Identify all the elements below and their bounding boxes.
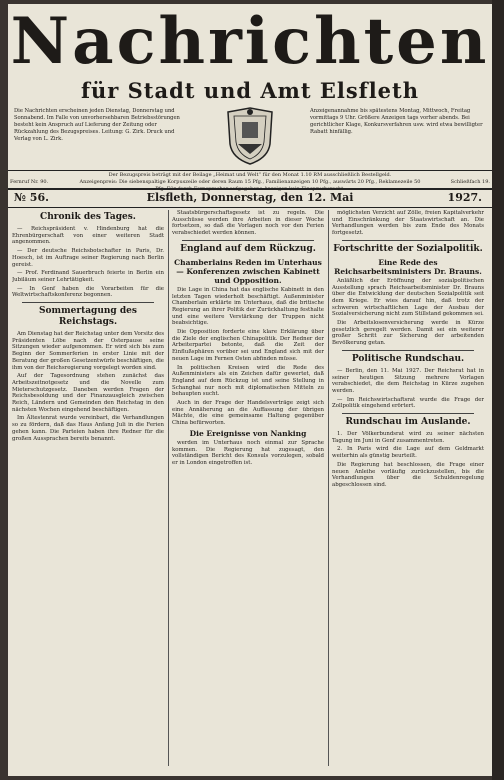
paragraph: Auf der Tagesordnung stehen zunächst das Arbeitszeitnotgesetz und die Novelle zum Mieterschutzgesetz. Daneben werden Fragen der Reichsbesoldung und der Finanzausgleich zwischen Reich, Ländern und Gemeinden den Reichstag in den nächsten Wochen eingehend beschäftigen. [12, 373, 164, 413]
paragraph: 1. Der Völkerbundsrat wird zu seiner nächsten Tagung im Juni in Genf zusammentreten. [332, 431, 484, 444]
issue-date: Elsfleth, Donnerstag, den 12. Mai [146, 191, 354, 204]
subheadline: Eine Rede des Reichsarbeitsministers Dr. Brauns. [334, 257, 482, 276]
page-edge [492, 0, 504, 780]
divider [22, 302, 154, 303]
divider [342, 350, 474, 351]
mailbox: Schließfach 19. [450, 179, 490, 185]
column-rule [328, 210, 329, 766]
info-right: Anzeigenannahme bis spätestens Montag, Mittwoch, Freitag vormittags 9 Uhr. Größere Anzeigen tags vorher abends. Bei gerichtlicher Klage, Konkursverfahren usw. wird etwa bewilligter Rabatt hinfällig. [310, 108, 483, 135]
paragraph: — In Genf haben die Vorarbeiten für die Weltwirtschaftskonferenz begonnen. [12, 285, 164, 299]
paragraph: — Im Reichswirtschaftsrat wurde die Frage der Zollpolitik eingehend erörtert. [332, 396, 484, 410]
paragraph: möglichsten Verzicht auf Zölle, freien Kapitalverkehr und Einschränkung der Staatswirtschaft an. Die Verhandlungen werden bis zum Ende des Monats fortgesetzt. [332, 210, 484, 237]
paragraph: Die Lage in China hat das englische Kabinett in den letzten Tagen wiederholt beschäftigt. Außenminister Chamberlain erklärte im Unterhaus, daß die britische Regierung an ihrer Politik der Zurückhaltung festhalte und eine weitere Verstärkung der Truppen nicht beabsichtige. [172, 286, 324, 327]
divider [342, 413, 474, 414]
paragraph: Die Opposition forderte eine klare Erklärung über die Ziele der englischen Chinapolitik. Der Redner der Arbeiterpartei betonte, daß die Zeit der Einflußsphären vorüber sei und England sich mit der neuen Lage im Fernen Osten abfinden müsse. [172, 329, 324, 362]
divider [8, 170, 492, 171]
headline: Sommertagung des Reichstags. [39, 306, 137, 328]
column-1 [12, 210, 164, 766]
info-left: Die Nachrichten erscheinen jeden Dienstag, Donnerstag und Sonnabend. Im Falle von unvorhersehbaren Betriebsstörungen besteht kein Anspruch auf Lieferung der Zeitung oder Rückzahlung des Bezugspreises. Leitung: G. Zirk. Druck und Verlag von L. Zirk. [14, 108, 180, 142]
issue-number: № 56. [14, 191, 49, 204]
divider [8, 207, 492, 208]
column-3 [332, 210, 484, 766]
newspaper-page [8, 4, 492, 776]
paragraph: Auch in der Frage der Handelsverträge zeigt sich eine Annäherung an die Auffassung der übrigen Mächte, die eine gemeinsame Haltung gegenüber China befürworten. [172, 400, 324, 427]
masthead-subtitle: für Stadt und Amt Elsfleth [80, 78, 420, 103]
paragraph: — Der deutsche Reichsbotschafter in Paris, Dr. Hoesch, ist im Auftrage seiner Regierung nach Berlin gereist. [12, 248, 164, 268]
headline: Chronik des Tages. [40, 212, 136, 222]
headline: England auf dem Rückzug. [180, 243, 316, 254]
divider [182, 240, 314, 241]
headline: Rundschau im Auslande. [345, 417, 471, 428]
subheadline: Die Ereignisse von Nanking [189, 428, 307, 438]
info-row [14, 108, 486, 166]
paragraph: Im Ältestenrat wurde vereinbart, die Verhandlungen so zu fördern, daß das Haus Anfang Juli in die Ferien gehen kann. Die Parteien haben ihre Redner für die großen Aussprachen bereits benannt. [12, 415, 164, 442]
paragraph: Anläßlich der Eröffnung der sozialpolitischen Ausstellung sprach Reichsarbeitsminister Dr. Brauns über die Entwicklung der deutschen Sozialpolitik seit dem Kriege. Er wies darauf hin, daß trotz der schweren wirtschaftlichen Lage der Ausbau der Sozialversicherung nicht zum Stillstand gekommen sei. [332, 277, 484, 318]
paragraph: Die Regierung hat beschlossen, die Frage einer neuen Anleihe vorläufig zurückzustellen, bis die Verhandlungen über die Schuldenregelung abgeschlossen sind. [332, 461, 484, 488]
coat-of-arms-icon [220, 104, 280, 166]
paragraph: — Reichspräsident v. Hindenburg hat die Ehrenbürgerschaft von einer weiteren Stadt angenommen. [12, 226, 164, 246]
divider [342, 240, 474, 241]
price-line: Der Bezugspreis beträgt mit der Beilage „Heimat und Welt“ für den Monat 1.10 RM ausschließlich Bestellgeld. [108, 172, 392, 178]
paragraph: — Prof. Ferdinand Sauerbruch feierte in Berlin ein Jubiläum seiner Lehrtätigkeit. [12, 270, 164, 283]
headline: Fortschritte der Sozialpolitik. [333, 243, 483, 254]
column-rule [168, 210, 169, 766]
paragraph: Die Arbeitslosenversicherung werde in Kürze gesetzlich geregelt werden. Damit sei ein weiterer großer Schritt zur Sicherung der arbeitenden Bevölkerung getan. [332, 320, 484, 347]
masthead-title: Nachrichten [10, 4, 490, 79]
headline: Politische Rundschau. [351, 353, 465, 364]
paragraph: 2. In Paris wird die Lage auf dem Geldmarkt weiterhin als günstig beurteilt. [332, 446, 484, 460]
column-2 [172, 210, 324, 766]
paragraph: werden im Unterhaus noch einmal zur Sprache kommen. Die Regierung hat zugesagt, den vollständigen Bericht des Konsuls vorzulegen, sobald er in London eingetroffen ist. [172, 439, 324, 466]
issue-year: 1927. [447, 191, 482, 204]
subheadline: Chamberlains Reden im Unterhaus — Konferenzen zwischen Kabinett und Opposition. [174, 257, 322, 285]
paragraph: In politischen Kreisen wird die Rede des Außenministers als ein Zeichen dafür gewertet, daß England auf dem Rückzug ist und seine Stellung in Schanghai nur noch mit diplomatischen Mitteln zu behaupten sucht. [172, 364, 324, 398]
phone-number: Fernruf Nr. 90. [10, 179, 49, 185]
paragraph: Staatsbürgerschaftsgesetz ist zu regeln. Die Ausschüsse werden ihre Arbeiten in dieser Woche fortsetzen, so daß die Vorlagen noch vor den Ferien verabschiedet werden können. [172, 210, 324, 237]
ad-prices: Anzeigenpreis: Die siebenspaltige Korpuszeile oder deren Raum 15 Pfg., Familienanzeigen 10 Pfg., auswärts 20 Pfg., Reklamezeile 50 Pfg. Für durch Fernsprecher aufgegebene Anzeigen kein Einspruchsrecht. [79, 179, 421, 192]
paragraph: — Berlin, den 11. Mai 1927. Der Reichsrat hat in seiner heutigen Sitzung mehrere Vorlagen verabschiedet, die dem Reichstag in Kürze zugehen werden. [332, 367, 484, 394]
paragraph: Am Dienstag hat der Reichstag unter dem Vorsitz des Präsidenten Löbe nach der Osterpause seine Sitzungen wieder aufgenommen. Er wird sich bis zum Beginn der Sommerferien in erster Linie mit der Beratung der großen Gesetzentwürfe beschäftigen, die ihm von der Reichsregierung vorgelegt worden sind. [12, 331, 164, 371]
dateline [8, 190, 492, 206]
